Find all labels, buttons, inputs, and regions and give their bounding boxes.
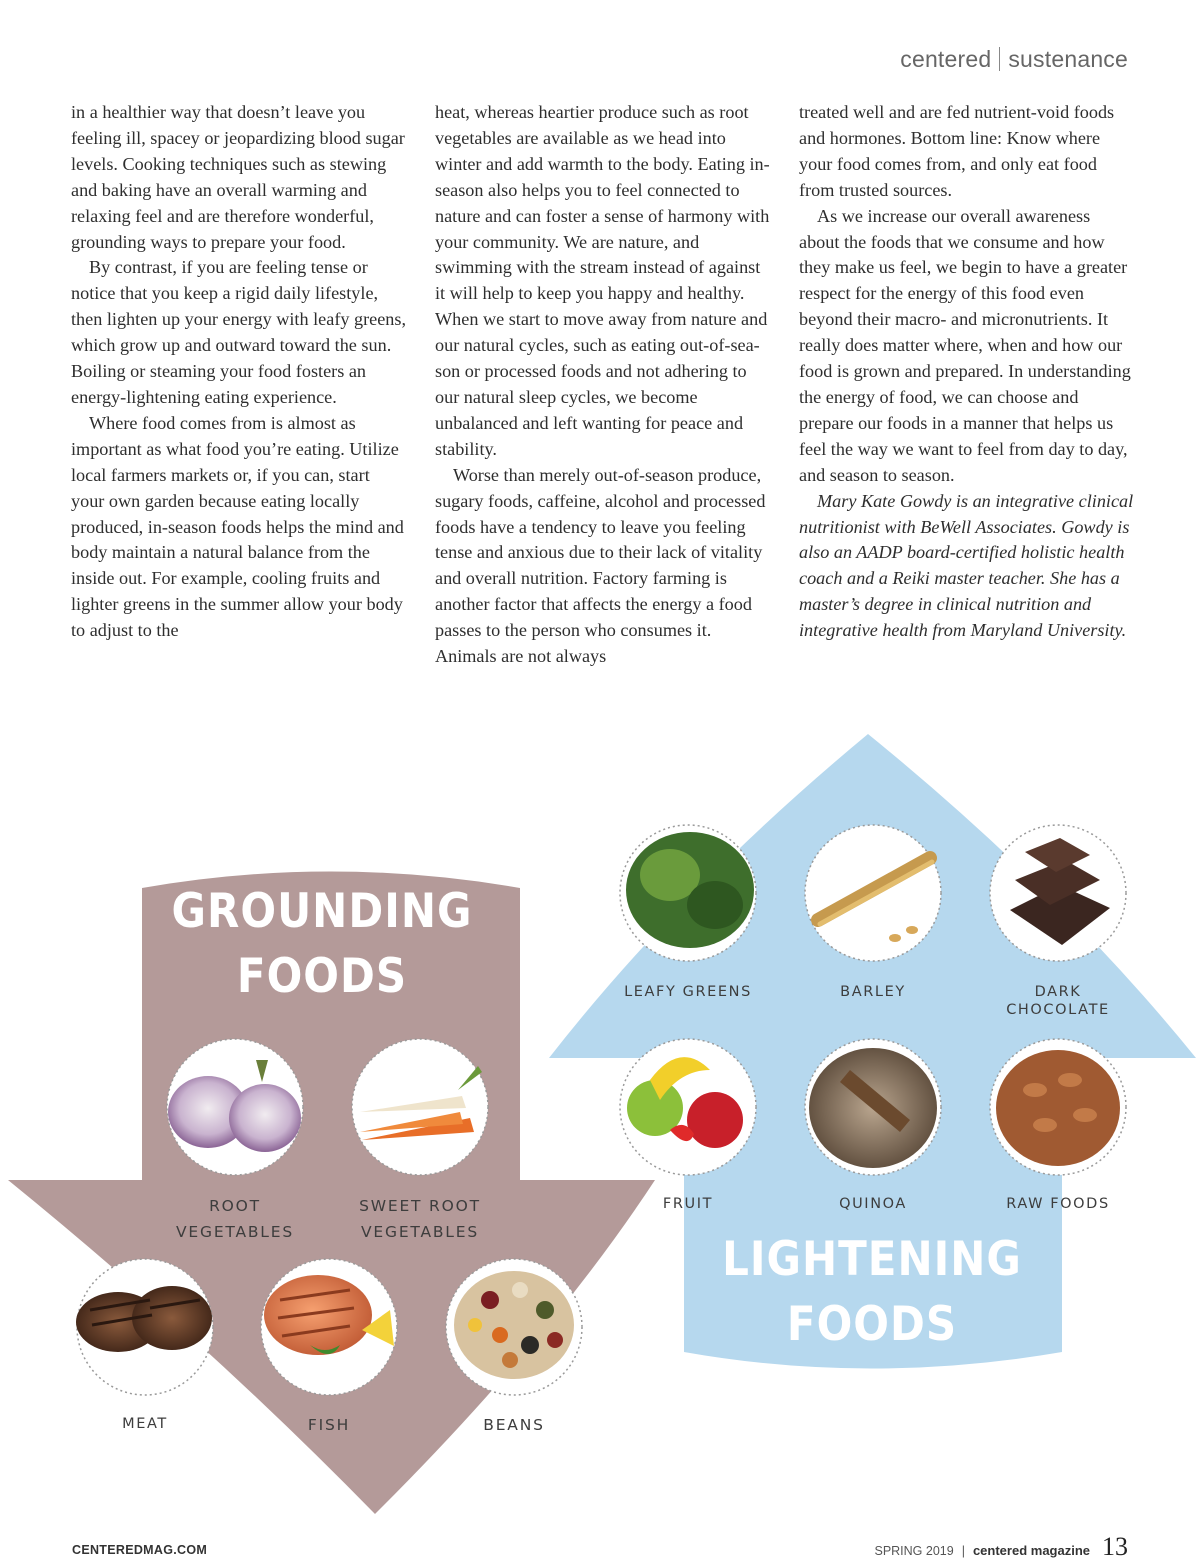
energy-foods-infographic <box>0 700 1200 1530</box>
label-sweet-root-vegetables: SWEET ROOT VEGETABLES <box>359 1197 481 1241</box>
barley-photo <box>805 825 941 961</box>
steak-photo <box>76 1259 213 1395</box>
almonds-photo <box>990 1039 1126 1175</box>
label-leafy-greens: LEAFY GREENS <box>624 984 752 1000</box>
footer-separator: | <box>961 1544 965 1558</box>
footer-issue: SPRING 2019 <box>874 1544 954 1558</box>
label-barley: BARLEY <box>840 984 906 1000</box>
fruit-photo <box>620 1039 756 1175</box>
quinoa-photo <box>805 1039 941 1175</box>
article-column-3 <box>799 100 1135 644</box>
paragraph: Worse than merely out-of-season produce, sugary foods, caffeine, alcohol and processed foods have a tendency to leave you feeling tense and anxious due to their lack of vitality and overall nutrition. Factory farming is another factor that affects the energy a food passes to the person who consumes it. Animals are not always <box>435 464 766 667</box>
author-bio: Mary Kate Gowdy is an integrative clinical nutritionist with BeWell Associates. Gowdy is also an AADP board-certified holistic health coach and a Reiki master teacher. She has a master’s degree in clinical nutrition and integrative health from Maryland University. <box>799 490 1134 641</box>
label-fruit: FRUIT <box>662 1196 714 1212</box>
page-number: 13 <box>1102 1532 1128 1558</box>
article-column-1 <box>71 100 407 644</box>
salmon-photo <box>261 1259 397 1395</box>
footer-magazine: centered magazine <box>972 1543 1090 1558</box>
label-fish: FISH <box>307 1416 351 1434</box>
header-section: centered <box>900 46 992 72</box>
paragraph: As we increase our overall awareness about the foods that we consume and how they make us feel, we begin to have a greater respect for the energy of this food even beyond their macro- and micronutrients. It really does matter where, when and how our food is grown and prepared. In understanding the energy of food, we can choose and prepare our foods in a manner that helps us feel the way we want to feel from day to day, and season to season. <box>799 205 1131 485</box>
label-quinoa: QUINOA <box>839 1196 907 1212</box>
label-raw-foods: RAW FOODS <box>1006 1196 1110 1212</box>
label-meat: MEAT <box>122 1416 168 1432</box>
paragraph: treated well and are fed nutrient-void foods and hormones. Bottom line: Know where your food comes from, and only eat food from trusted sources. <box>799 102 1115 200</box>
footer-website: CENTEREDMAG.COM <box>72 1543 208 1557</box>
article-column-2 <box>435 100 771 670</box>
label-root-vegetables: ROOT VEGETABLES <box>176 1197 294 1241</box>
turnips-photo <box>167 1039 303 1175</box>
header-divider <box>999 47 1000 71</box>
footer-folio <box>874 1532 1128 1558</box>
label-dark-chocolate: DARK CHOCOLATE <box>1006 984 1110 1018</box>
header-subsection: sustenance <box>1008 46 1128 72</box>
parsnip-carrot-photo <box>352 1039 488 1175</box>
chocolate-photo <box>990 825 1126 961</box>
grounding-title: GROUNDING FOODS <box>171 883 473 1004</box>
running-header <box>900 46 1128 73</box>
beans-photo <box>446 1259 582 1395</box>
label-beans: BEANS <box>483 1416 545 1434</box>
lightening-title: LIGHTENING FOODS <box>722 1231 1022 1352</box>
paragraph: Where food comes from is almost as important as what food you’re eating. Utilize local farmers markets or, if you can, start your own garden because eating locally produced, in-season foods helps the mind and body maintain a natural balance from the inside out. For example, cooling fruits and lighter greens in the summer allow your body to adjust to the <box>71 412 404 641</box>
paragraph: By contrast, if you are feeling tense or notice that you keep a rigid daily lifestyle, then lighten up your energy with leafy greens, which grow up and outward toward the sun. Boiling or steaming your food fosters an energy-lightening eating experience. <box>71 257 407 407</box>
paragraph: in a healthier way that doesn’t leave you feeling ill, spacey or jeopardizing blood sugar levels. Cooking techniques such as stewing and baking have an overall warming and relaxing feel and are therefore wonderful, grounding ways to prepare your food. <box>71 102 405 252</box>
kale-photo <box>620 825 756 961</box>
paragraph: heat, whereas heartier produce such as root vegetables are available as we head into winter and add warmth to the body. Eating in-season also helps you to feel connected to nature and can foster a sense of harmony with your community. We are nature, and swimming with the stream instead of against it will help to keep you happy and healthy. When we start to move away from nature and our natural cycles, such as eating out-of-season or processed foods and not adhering to our natural sleep cycles, we become unbalanced and left wanting for peace and stability. <box>435 102 770 459</box>
